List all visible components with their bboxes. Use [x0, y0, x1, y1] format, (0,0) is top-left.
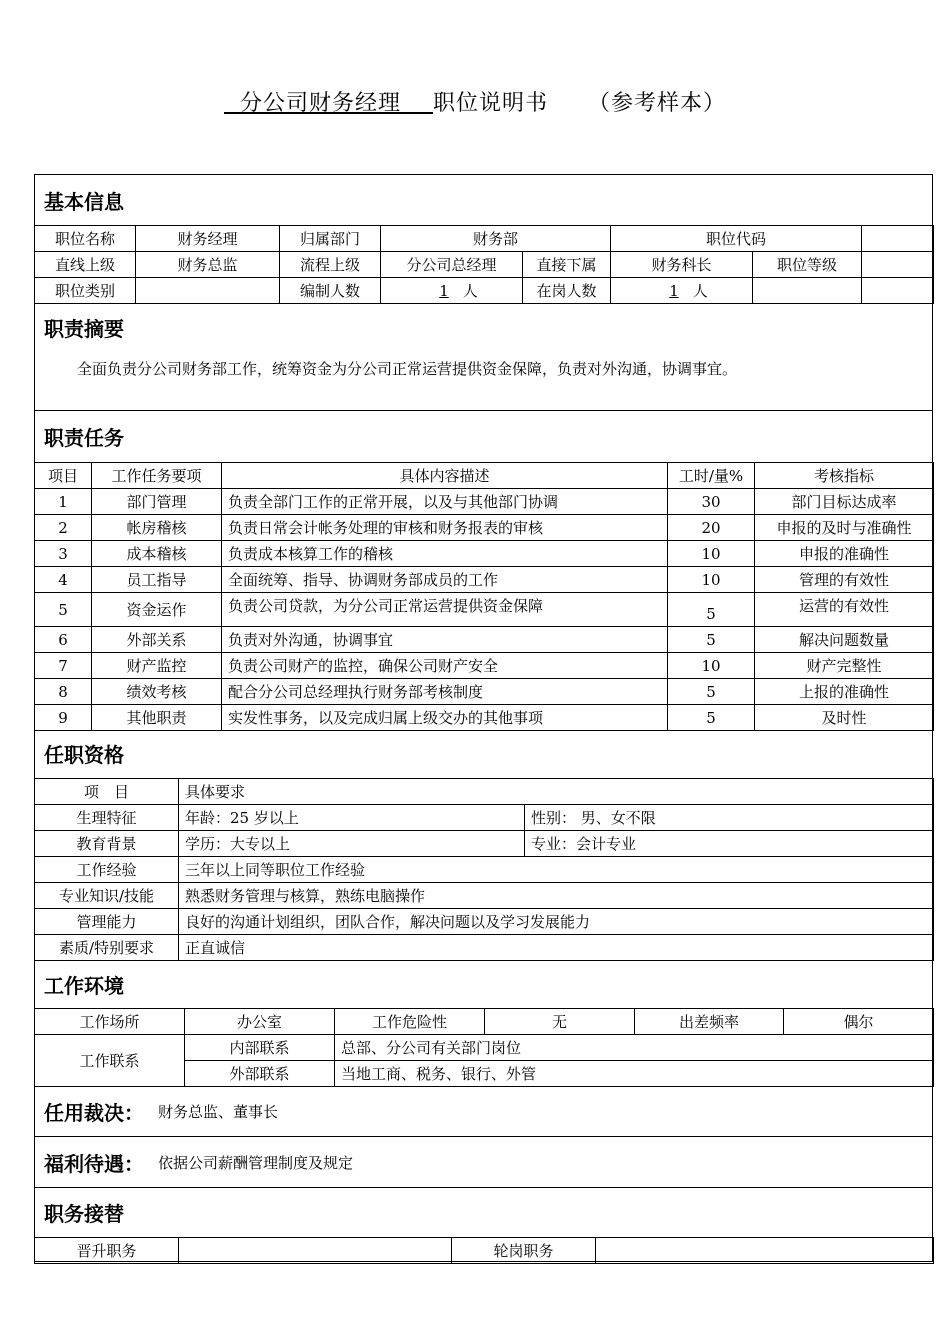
value-travel: 偶尔 [784, 1009, 934, 1035]
duty-workload: 20 [668, 515, 755, 541]
label-quality: 素质/特别要求 [35, 935, 179, 961]
basic-info-table [34, 225, 934, 304]
section-basic-info: 基本信息 [44, 190, 124, 214]
duty-task: 财产监控 [92, 653, 222, 679]
duty-kpi: 申报的及时与准确性 [755, 515, 934, 541]
basic-info-row [35, 252, 934, 278]
label-rotation: 轮岗职务 [452, 1238, 596, 1264]
value-experience: 三年以上同等职位工作经验 [179, 857, 934, 883]
duty-description: 负责日常会计帐务处理的审核和财务报表的审核 [222, 515, 668, 541]
value-position-code [862, 226, 934, 252]
appointment-heading: 任用裁决： [44, 1100, 144, 1125]
table-row [35, 541, 934, 567]
benefits-heading: 福利待遇： [44, 1151, 144, 1176]
label-travel: 出差频率 [635, 1009, 784, 1035]
label-position-name: 职位名称 [35, 226, 136, 252]
label-skills: 专业知识/技能 [35, 883, 179, 909]
label-direct-subordinate: 直接下属 [523, 252, 611, 278]
duty-kpi: 申报的准确性 [755, 541, 934, 567]
duty-description: 实发性事务，以及完成归属上级交办的其他事项 [222, 705, 668, 731]
value-direct-subordinate: 财务科长 [611, 252, 753, 278]
table-row [35, 653, 934, 679]
value-rotation [596, 1238, 934, 1264]
table-row [35, 679, 934, 705]
label-internal-contacts: 内部联系 [185, 1035, 335, 1061]
duty-no: 1 [35, 489, 92, 515]
duty-task: 绩效考核 [92, 679, 222, 705]
duty-task: 成本稽核 [92, 541, 222, 567]
duty-kpi: 部门目标达成率 [755, 489, 934, 515]
label-external-contacts: 外部联系 [185, 1061, 335, 1087]
section-summary: 职责摘要 [44, 317, 124, 341]
label-workplace: 工作场所 [35, 1009, 185, 1035]
title-suffix: 职位说明书 [432, 91, 548, 116]
basic-info-row [35, 226, 934, 252]
header-task: 工作任务要项 [92, 463, 222, 489]
value-quality: 正直诚信 [179, 935, 934, 961]
duty-kpi: 及时性 [755, 705, 934, 731]
label-on-duty: 在岗人数 [523, 278, 611, 304]
duty-kpi: 解决问题数量 [755, 627, 934, 653]
label-position-category: 职位类别 [35, 278, 136, 304]
label-management: 管理能力 [35, 909, 179, 935]
value-workplace: 办公室 [185, 1009, 335, 1035]
duty-description: 负责成本核算工作的稽核 [222, 541, 668, 567]
table-row [35, 831, 934, 857]
duty-no: 4 [35, 567, 92, 593]
duty-no: 8 [35, 679, 92, 705]
value-degree: 学历：大专以上 [179, 831, 525, 857]
table-row [35, 593, 934, 627]
section-succession: 职务接替 [44, 1202, 124, 1226]
document-title [0, 86, 950, 117]
table-row [35, 1035, 934, 1061]
duty-task: 帐房稽核 [92, 515, 222, 541]
label-physical: 生理特征 [35, 805, 179, 831]
value-position-name: 财务经理 [136, 226, 280, 252]
label-process-superior: 流程上级 [280, 252, 381, 278]
value-extra-1 [753, 278, 862, 304]
duty-workload: 5 [668, 705, 755, 731]
duty-task: 外部关系 [92, 627, 222, 653]
duties-table [34, 462, 934, 731]
duty-no: 9 [35, 705, 92, 731]
value-external-contacts: 当地工商、税务、银行、外管 [335, 1061, 934, 1087]
label-education: 教育背景 [35, 831, 179, 857]
table-row [35, 805, 934, 831]
duty-workload: 5 [668, 593, 755, 627]
value-promotion [179, 1238, 452, 1264]
label-position-code: 职位代码 [611, 226, 862, 252]
value-position-grade [862, 252, 934, 278]
duty-workload: 10 [668, 653, 755, 679]
qualifications-header-row [35, 779, 934, 805]
table-row [35, 935, 934, 961]
table-row [35, 567, 934, 593]
duty-workload: 5 [668, 679, 755, 705]
qualifications-table [34, 778, 934, 961]
value-extra-2 [862, 278, 934, 304]
header-item: 项目 [35, 463, 92, 489]
table-row [35, 883, 934, 909]
value-internal-contacts: 总部、分公司有关部门岗位 [335, 1035, 934, 1061]
duty-kpi: 运营的有效性 [755, 593, 934, 627]
value-major: 专业：会计专业 [525, 831, 934, 857]
label-experience: 工作经验 [35, 857, 179, 883]
duty-description: 负责公司财产的监控，确保公司财产安全 [222, 653, 668, 679]
duty-no: 2 [35, 515, 92, 541]
value-hazard: 无 [485, 1009, 635, 1035]
duty-workload: 5 [668, 627, 755, 653]
title-note: （参考样本） [588, 91, 727, 116]
section-appointment [35, 1086, 932, 1136]
header-requirements: 具体要求 [179, 779, 934, 805]
duty-description: 配合分公司总经理执行财务部考核制度 [222, 679, 668, 705]
header-description: 具体内容描述 [222, 463, 668, 489]
header-kpi: 考核指标 [755, 463, 934, 489]
label-headcount: 编制人数 [280, 278, 381, 304]
table-row [35, 909, 934, 935]
table-row [35, 489, 934, 515]
duty-no: 5 [35, 593, 92, 627]
value-management: 良好的沟通计划组织，团队合作，解决问题以及学习发展能力 [179, 909, 934, 935]
value-gender: 性别： 男、女不限 [525, 805, 934, 831]
environment-table [34, 1008, 934, 1087]
duty-task: 资金运作 [92, 593, 222, 627]
section-environment: 工作环境 [44, 973, 124, 998]
label-position-grade: 职位等级 [753, 252, 862, 278]
duty-kpi: 财产完整性 [755, 653, 934, 679]
label-department: 归属部门 [280, 226, 381, 252]
label-hazard: 工作危险性 [335, 1009, 485, 1035]
duty-workload: 10 [668, 541, 755, 567]
succession-table [34, 1237, 934, 1264]
header-item: 项 目 [35, 779, 179, 805]
table-row [35, 515, 934, 541]
duty-no: 3 [35, 541, 92, 567]
label-promotion: 晋升职务 [35, 1238, 179, 1264]
job-description-form [34, 174, 933, 1262]
value-age: 年龄：25 岁以上 [179, 805, 525, 831]
section-duties: 职责任务 [44, 426, 124, 450]
duty-description: 负责公司贷款，为分公司正常运营提供资金保障 [222, 593, 668, 627]
duty-description: 负责对外沟通，协调事宜 [222, 627, 668, 653]
header-workload: 工时/量% [668, 463, 755, 489]
benefits-value: 依据公司薪酬管理制度及规定 [158, 1153, 354, 1172]
table-row [35, 627, 934, 653]
table-row [35, 1238, 934, 1264]
table-row [35, 705, 934, 731]
value-department: 财务部 [381, 226, 611, 252]
duty-kpi: 管理的有效性 [755, 567, 934, 593]
duty-task: 部门管理 [92, 489, 222, 515]
section-qualifications: 任职资格 [44, 742, 124, 767]
duty-description: 负责全部门工作的正常开展，以及与其他部门协调 [222, 489, 668, 515]
title-position-name: 分公司财务经理 [239, 91, 401, 116]
basic-info-row [35, 278, 934, 304]
value-on-duty: 1 人 [611, 278, 753, 304]
label-line-superior: 直线上级 [35, 252, 136, 278]
label-work-contacts: 工作联系 [35, 1035, 185, 1087]
table-row [35, 1009, 934, 1035]
value-line-superior: 财务总监 [136, 252, 280, 278]
duty-task: 员工指导 [92, 567, 222, 593]
section-benefits [35, 1137, 932, 1187]
appointment-value: 财务总监、董事长 [158, 1102, 279, 1121]
value-headcount: 1 人 [381, 278, 523, 304]
duty-task: 其他职责 [92, 705, 222, 731]
value-skills: 熟悉财务管理与核算，熟练电脑操作 [179, 883, 934, 909]
summary-text: 全面负责分公司财务部工作，统筹资金为分公司正常运营提供资金保障，负责对外沟通，协调事宜。 [77, 360, 738, 378]
duty-workload: 30 [668, 489, 755, 515]
value-process-superior: 分公司总经理 [381, 252, 523, 278]
duty-workload: 10 [668, 567, 755, 593]
table-row [35, 857, 934, 883]
duty-no: 6 [35, 627, 92, 653]
value-position-category [136, 278, 280, 304]
duty-kpi: 上报的准确性 [755, 679, 934, 705]
duty-no: 7 [35, 653, 92, 679]
duties-header-row [35, 463, 934, 489]
duty-description: 全面统筹、指导、协调财务部成员的工作 [222, 567, 668, 593]
